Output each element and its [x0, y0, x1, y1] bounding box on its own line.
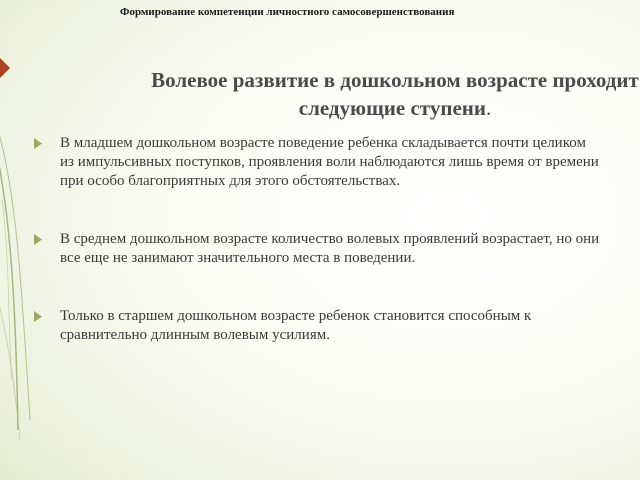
- bullet-arrow-icon: [34, 138, 42, 149]
- accent-marker-icon: [0, 58, 10, 78]
- bullet-item: [34, 307, 640, 345]
- bullet-line: В среднем дошкольном возрасте количество волевых проявлений возрастает, но они: [60, 231, 600, 247]
- bullet-arrow-icon: [34, 234, 42, 245]
- bullet-line: при особо благоприятных для этого обстоятельствах.: [60, 173, 401, 189]
- slide-title: [70, 66, 640, 122]
- bullet-arrow-icon: [34, 311, 42, 322]
- bullet-text: [60, 230, 640, 268]
- bullet-line: все еще не занимают значительного места в поведении.: [60, 250, 416, 266]
- bullet-item: [34, 230, 640, 268]
- title-line-2: [70, 94, 640, 122]
- slide-header: Формирование компетенции личностного самосовершенствования: [120, 6, 455, 18]
- bullet-line: В младшем дошкольном возрасте поведение ребенка складывается почти целиком: [60, 135, 586, 151]
- bullet-text: [60, 307, 640, 345]
- bullet-line: из импульсивных поступков, проявления воли наблюдаются лишь время от времени: [60, 154, 599, 170]
- title-line-1: Волевое развитие в дошкольном возрасте проходит: [151, 68, 639, 92]
- bullet-item: [34, 134, 640, 191]
- title-period: .: [485, 96, 492, 120]
- bullet-text: [60, 134, 640, 191]
- bullet-line: Только в старшем дошкольном возрасте ребенок становится способным к: [60, 308, 532, 324]
- bullet-line: сравнительно длинным волевым усилиям.: [60, 327, 330, 343]
- title-line-2-text: следующие ступени: [298, 96, 486, 120]
- bullet-list: [34, 134, 640, 345]
